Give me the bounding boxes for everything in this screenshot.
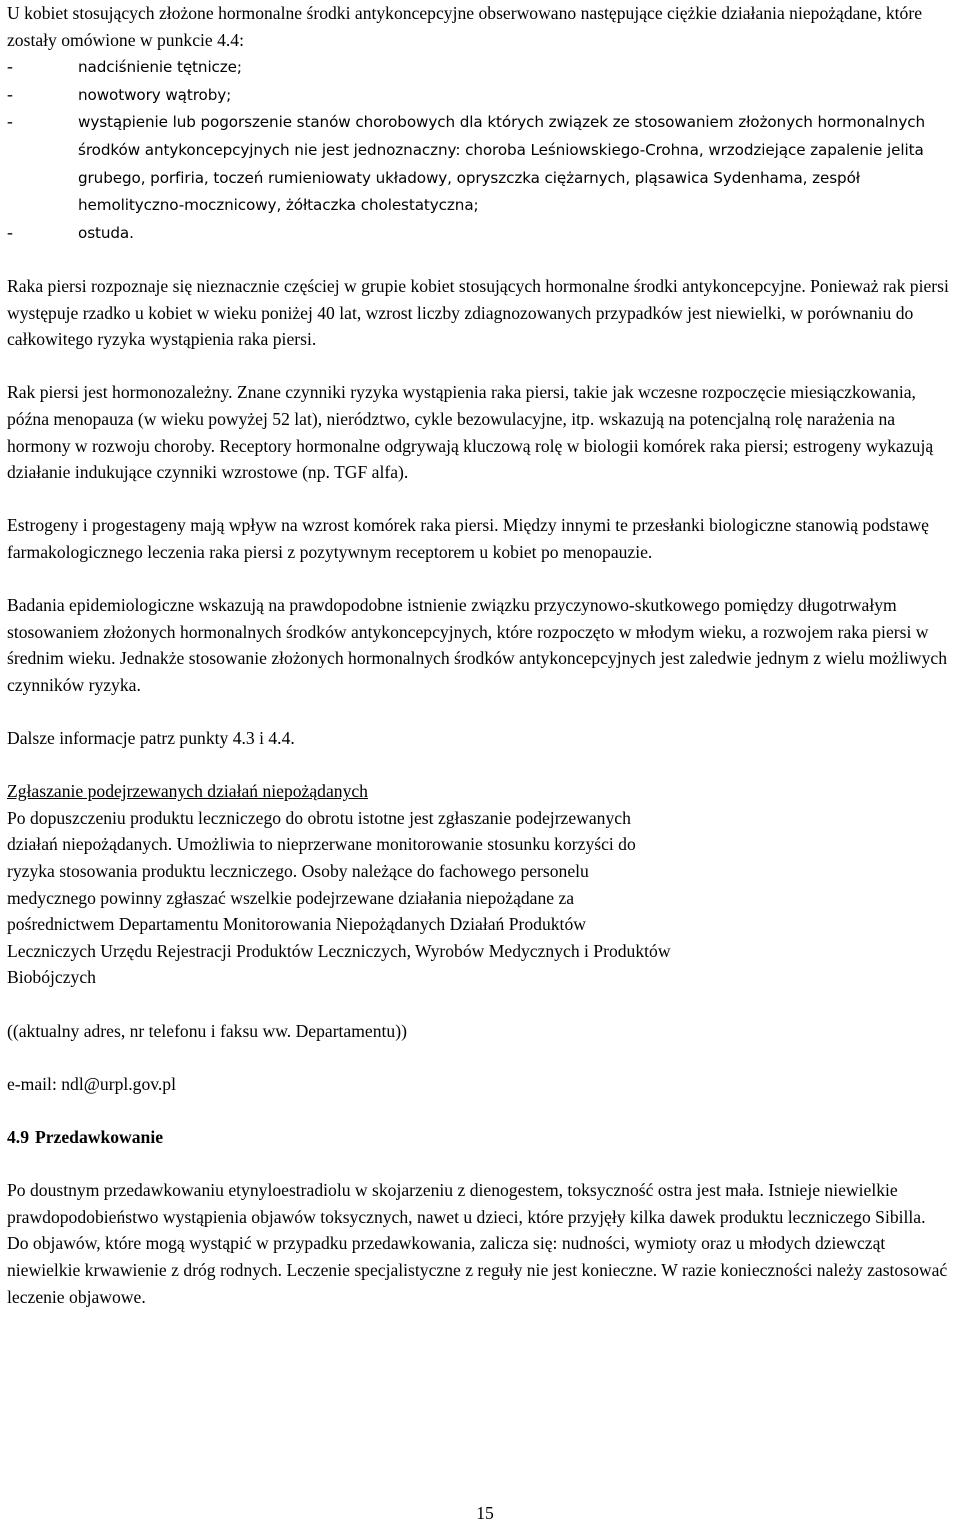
email-contact: e-mail: ndl@urpl.gov.pl <box>7 1073 176 1094</box>
overdose-paragraph-1: Po doustnym przedawkowaniu etynyloestradiolu w skojarzeniu z dienogestem, toksyczność ostra jest mała. Istnieje niewielkie prawdopodobieństwo wystąpienia objawów toksycznych, nawet u dzieci, które przyjęły kilka dawek produktu leczniczego Sibilla. <box>7 1180 926 1227</box>
breast-cancer-paragraph-2: Rak piersi jest hormonozależny. Znane czynniki ryzyka wystąpienia raka piersi, takie jak wczesne rozpoczęcie miesiączkowania, późna menopauza (w wieku powyżej 52 lat), nierództwo, cykle bezowulacyjne, itp. wskazują na potencjalną rolę narażenia na hormony w rozwoju choroby. Receptory hormonalne odgrywają kluczową rolę w biologii komórek raka piersi; estrogeny wykazują działanie indukujące czynniki wzrostowe (np. TGF alfa). <box>7 382 934 483</box>
adverse-effects-list <box>7 53 955 246</box>
section-title: Przedawkowanie <box>35 1126 164 1147</box>
list-dash: - <box>7 221 13 242</box>
list-item-text: nowotwory wątroby; <box>78 85 232 104</box>
list-item <box>7 81 955 109</box>
breast-cancer-paragraph-3: Estrogeny i progestageny mają wpływ na wzrost komórek raka piersi. Między innymi te przesłanki biologiczne stanowią podstawę farmakologicznego leczenia raka piersi z pozytywnym receptorem u kobiet po menopauzie. <box>7 515 929 562</box>
adverse-effects-intro: U kobiet stosujących złożone hormonalne środki antykoncepcyjne obserwowano następujące ciężkie działania niepożądane, które zostały omówione w punkcie 4.4: <box>7 3 923 50</box>
document-page <box>7 0 955 1310</box>
section-number: 4.9 <box>7 1126 29 1147</box>
list-dash: - <box>7 56 13 77</box>
reporting-line: Biobójczych <box>7 967 96 988</box>
page-number: 15 <box>476 1503 494 1523</box>
overdose-paragraph-2: Do objawów, które mogą wystąpić w przypadku przedawkowania, zalicza się: nudności, wymioty oraz u młodych dziewcząt niewielkie krwawienie z dróg rodnych. Leczenie specjalistyczne z reguły nie jest konieczne. W razie konieczności należy zastosować leczenie objawowe. <box>7 1233 948 1307</box>
reporting-title: Zgłaszanie podejrzewanych działań niepożądanych <box>7 781 368 802</box>
reporting-line: Leczniczych Urzędu Rejestracji Produktów Leczniczych, Wyrobów Medycznych i Produktów <box>7 940 671 961</box>
reporting-line: Po dopuszczeniu produktu leczniczego do obrotu istotne jest zgłaszanie podejrzewanych <box>7 807 631 828</box>
reporting-line: pośrednictwem Departamentu Monitorowania Niepożądanych Działań Produktów <box>7 914 586 935</box>
reporting-line: medycznego powinny zgłaszać wszelkie podejrzewane działania niepożądane za <box>7 887 575 908</box>
breast-cancer-paragraph-4: Badania epidemiologiczne wskazują na prawdopodobne istnienie związku przyczynowo-skutkowego pomiędzy długotrwałym stosowaniem złożonych hormonalnych środków antykoncepcyjnych, które rozpoczęto w młodym wieku, a rozwojem raka piersi w średnim wieku. Jednakże stosowanie złożonych hormonalnych środków antykoncepcyjnych jest zaledwie jednym z wielu możliwych czynników ryzyka. <box>7 595 948 695</box>
list-item-text: wystąpienie lub pogorszenie stanów chorobowych dla których związek ze stosowaniem złożonych hormonalnych środków antykoncepcyjnych nie jest jednoznaczny: choroba Leśniowskiego-Crohna, wrzodziejące zapalenie jelita grubego, porfiria, toczeń rumieniowaty układowy, opryszczka ciężarnych, pląsawica Sydenhama, zespół hemolityczno-mocznicowy, żółtaczka cholestatyczna; <box>78 113 925 215</box>
department-address: ((aktualny adres, nr telefonu i faksu ww. Departamentu)) <box>7 1020 407 1041</box>
breast-cancer-paragraph-1: Raka piersi rozpoznaje się nieznacznie częściej w grupie kobiet stosujących hormonalne środki antykoncepcyjne. Ponieważ rak piersi występuje rzadko u kobiet w wieku poniżej 40 lat, wzrost liczby zdiagnozowanych przypadków jest niewielki, w porównaniu do całkowitego ryzyka wystąpienia raka piersi. <box>7 275 949 350</box>
section-heading <box>7 1124 955 1151</box>
list-item-text: ostuda. <box>78 223 134 242</box>
list-dash: - <box>7 83 13 104</box>
list-item-text: nadciśnienie tętnicze; <box>78 58 242 77</box>
list-item <box>7 219 955 247</box>
further-info-paragraph: Dalsze informacje patrz punkty 4.3 i 4.4. <box>7 728 295 749</box>
reporting-line: ryzyka stosowania produktu leczniczego. Osoby należące do fachowego personelu <box>7 861 589 881</box>
list-dash: - <box>7 111 13 132</box>
list-item <box>7 108 955 218</box>
list-item <box>7 53 955 81</box>
reporting-line: działań niepożądanych. Umożliwia to nieprzerwane monitorowanie stosunku korzyści do <box>7 834 636 855</box>
